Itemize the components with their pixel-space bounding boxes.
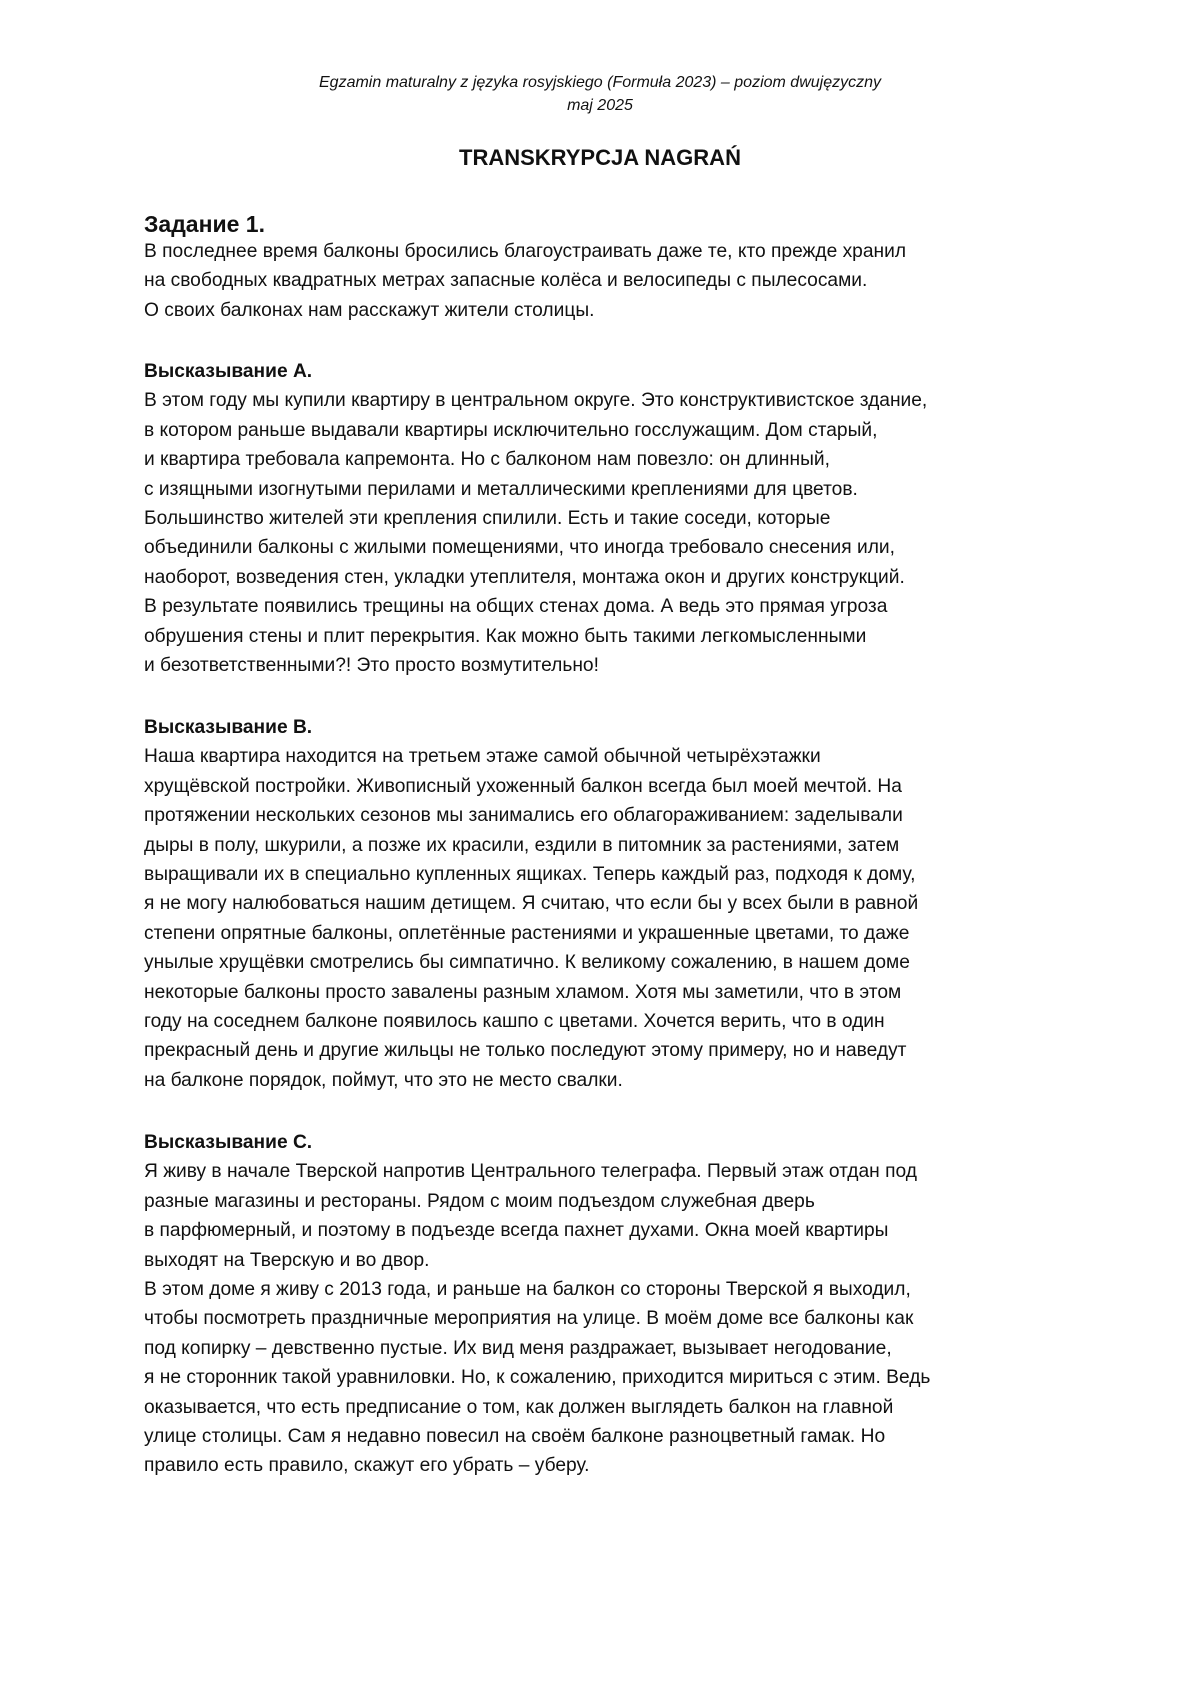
statement-line: и безответственными?! Это просто возмутительно! (144, 655, 599, 677)
statement-line: в котором раньше выдавали квартиры исключительно госслужащим. Дом старый, (144, 419, 878, 441)
statement-line: протяжении нескольких сезонов мы занимались его облагораживанием: заделывали (144, 805, 903, 827)
statement-line: наоборот, возведения стен, укладки утеплителя, монтажа окон и других конструкций. (144, 566, 905, 588)
statement-line: и квартира требовала капремонта. Но с балконом нам повезло: он длинный, (144, 449, 830, 471)
statement-line: улице столицы. Сам я недавно повесил на своём балконе разноцветный гамак. Но (144, 1426, 886, 1448)
statement-line: выходят на Тверскую и во двор. (144, 1249, 430, 1271)
statement-heading: Высказывание A. (144, 361, 313, 382)
statement-line: дыры в полу, шкурили, а позже их красили, ездили в питомник за растениями, затем (144, 834, 900, 856)
running-header (0, 71, 1200, 117)
statement-line: под копирку – девственно пустые. Их вид меня раздражает, вызывает негодование, (144, 1337, 892, 1359)
statement-line: обрушения стены и плит перекрытия. Как можно быть такими легкомысленными (144, 625, 867, 647)
statement-line: году на соседнем балконе появилось кашпо с цветами. Хочется верить, что в один (144, 1011, 885, 1033)
intro-line: на свободных квадратных метрах запасные колёса и велосипеды с пылесосами. (144, 270, 868, 292)
statement-line: я не сторонник такой уравниловки. Но, к сожалению, приходится мириться с этим. Ведь (144, 1367, 931, 1389)
document-title: TRANSKRYPCJA NAGRAŃ (459, 145, 741, 170)
header-exam-name: Egzamin maturalny z języka rosyjskiego (Formuła 2023) – poziom dwujęzyczny (319, 74, 881, 91)
statement-c (144, 1128, 1074, 1481)
intro-line: О своих балконах нам расскажут жители столицы. (144, 299, 595, 321)
statement-a (144, 357, 1074, 680)
statement-line: В этом году мы купили квартиру в центральном округе. Это конструктивистское здание, (144, 390, 928, 412)
statement-line: некоторые балконы просто завалены разным хламом. Хотя мы заметили, что в этом (144, 981, 902, 1003)
task-heading: Задание 1. (144, 211, 265, 237)
statement-line: я не могу налюбоваться нашим детищем. Я считаю, что если бы у всех были в равной (144, 893, 919, 915)
statement-line: В этом доме я живу с 2013 года, и раньше на балкон со стороны Тверской я выходил, (144, 1279, 911, 1301)
header-date: maj 2025 (567, 97, 633, 114)
statement-heading: Высказывание B. (144, 717, 313, 738)
statement-line: в парфюмерный, и поэтому в подъезде всегда пахнет духами. Окна моей квартиры (144, 1220, 889, 1242)
statement-line: Большинство жителей эти крепления спилили. Есть и такие соседи, которые (144, 508, 831, 530)
statement-heading: Высказывание C. (144, 1132, 313, 1153)
statement-line: разные магазины и рестораны. Рядом с моим подъездом служебная дверь (144, 1190, 815, 1212)
statement-line: правило есть правило, скажут его убрать – уберу. (144, 1455, 590, 1477)
statement-line: степени опрятные балконы, оплетённые растениями и украшенные цветами, то даже (144, 922, 910, 944)
statement-line: чтобы посмотреть праздничные мероприятия на улице. В моём доме все балконы как (144, 1308, 914, 1330)
statement-line: с изящными изогнутыми перилами и металлическими креплениями для цветов. (144, 478, 858, 500)
statement-line: В результате появились трещины на общих стенах дома. А ведь это прямая угроза (144, 596, 888, 618)
intro-line: В последнее время балконы бросились благоустраивать даже те, кто прежде хранил (144, 241, 907, 262)
statement-line: унылые хрущёвки смотрелись бы симпатично. К великому сожалению, в нашем доме (144, 952, 910, 974)
statement-line: Наша квартира находится на третьем этаже самой обычной четырёхэтажки (144, 746, 821, 768)
statement-line: хрущёвской постройки. Живописный ухоженный балкон всегда был моей мечтой. На (144, 775, 902, 797)
statement-line: Я живу в начале Тверской напротив Центрального телеграфа. Первый этаж отдан под (144, 1161, 917, 1183)
statement-line: объединили балконы с жилыми помещениями, что иногда требовало снесения или, (144, 537, 895, 559)
statement-b (144, 713, 1074, 1095)
statement-line: на балконе порядок, поймут, что это не место свалки. (144, 1069, 623, 1091)
task-intro (144, 237, 1074, 325)
statement-line: выращивали их в специально купленных ящиках. Теперь каждый раз, подходя к дому, (144, 864, 916, 886)
statement-line: прекрасный день и другие жильцы не только последуют этому примеру, но и наведут (144, 1040, 907, 1062)
statement-line: оказывается, что есть предписание о том, как должен выглядеть балкон на главной (144, 1396, 894, 1418)
